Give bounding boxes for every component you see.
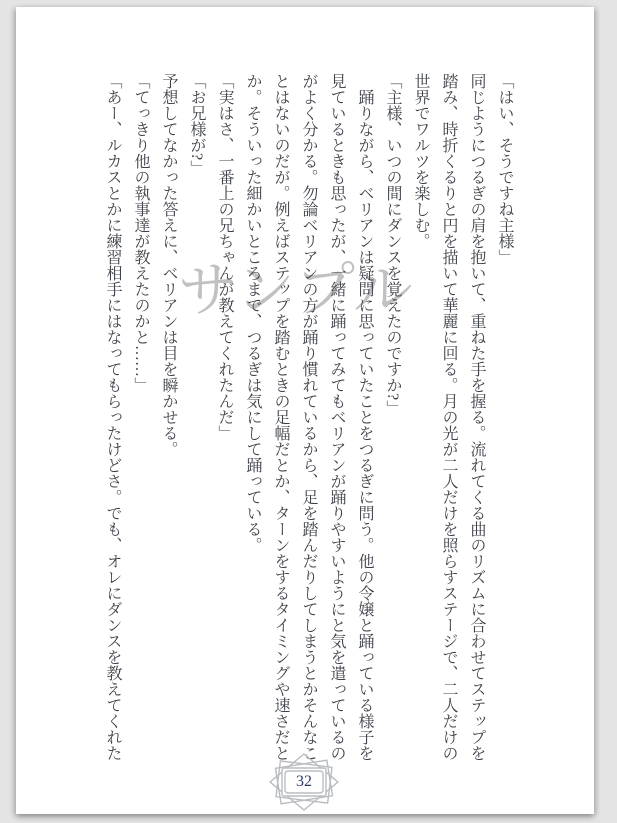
text-column: 「主様、いつの間にダンスを覚えたのですか?」 bbox=[384, 73, 401, 417]
sample-watermark: サンプル bbox=[178, 257, 413, 324]
text-column: 「お兄様が?」 bbox=[188, 73, 205, 177]
text-column: 「実はさ、一番上の兄ちゃんが教えてくれたんだ」 bbox=[216, 73, 233, 441]
text-column: 予想してなかった答えに、ベリアンは目を瞬かせる。 bbox=[160, 73, 177, 457]
text-column: 「はい、そうですね主様」 bbox=[496, 73, 513, 265]
text-column: 踏み、時折くるりと円を描いて華麗に回る。月の光が二人だけを照らすステージで、二人だけの bbox=[440, 73, 457, 761]
text-column: か。そういった細かいところまで、つるぎは気にして踊っている。 bbox=[244, 73, 261, 553]
text-column: 「あー、ルカスとかに練習相手にはなってもらったけどさ。でも、オレにダンスを教えてくれた bbox=[104, 73, 121, 761]
page-number: 32 bbox=[296, 773, 312, 790]
text-column: 「てっきり他の執事達が教えたのかと……」 bbox=[132, 73, 149, 393]
text-column: がよく分かる。勿論ベリアンの方が踊り慣れているから、足を踏んだりしてしまうとかそんなこ bbox=[300, 73, 317, 761]
text-column: 見ているときも思ったが、一緒に踊ってみてもベリアンが踊りやすいようにと気を遣っているの bbox=[328, 73, 345, 761]
text-column: とはないのだが。例えばステップを踏むときの足幅だとか、ターンをするタイミングや速さだと bbox=[272, 73, 289, 761]
page-number-ornament bbox=[269, 753, 339, 811]
document-page bbox=[16, 7, 594, 814]
text-column: 世界でワルツを楽しむ。 bbox=[412, 73, 429, 249]
text-column: 踊りながら、ベリアンは疑問に思っていたことをつるぎに問う。他の令嬢と踊っている様子を bbox=[356, 89, 373, 761]
body-text bbox=[98, 73, 518, 765]
text-column: 同じようにつるぎの肩を抱いて、重ねた手を握る。流れてくる曲のリズムに合わせてステップを bbox=[468, 73, 485, 761]
